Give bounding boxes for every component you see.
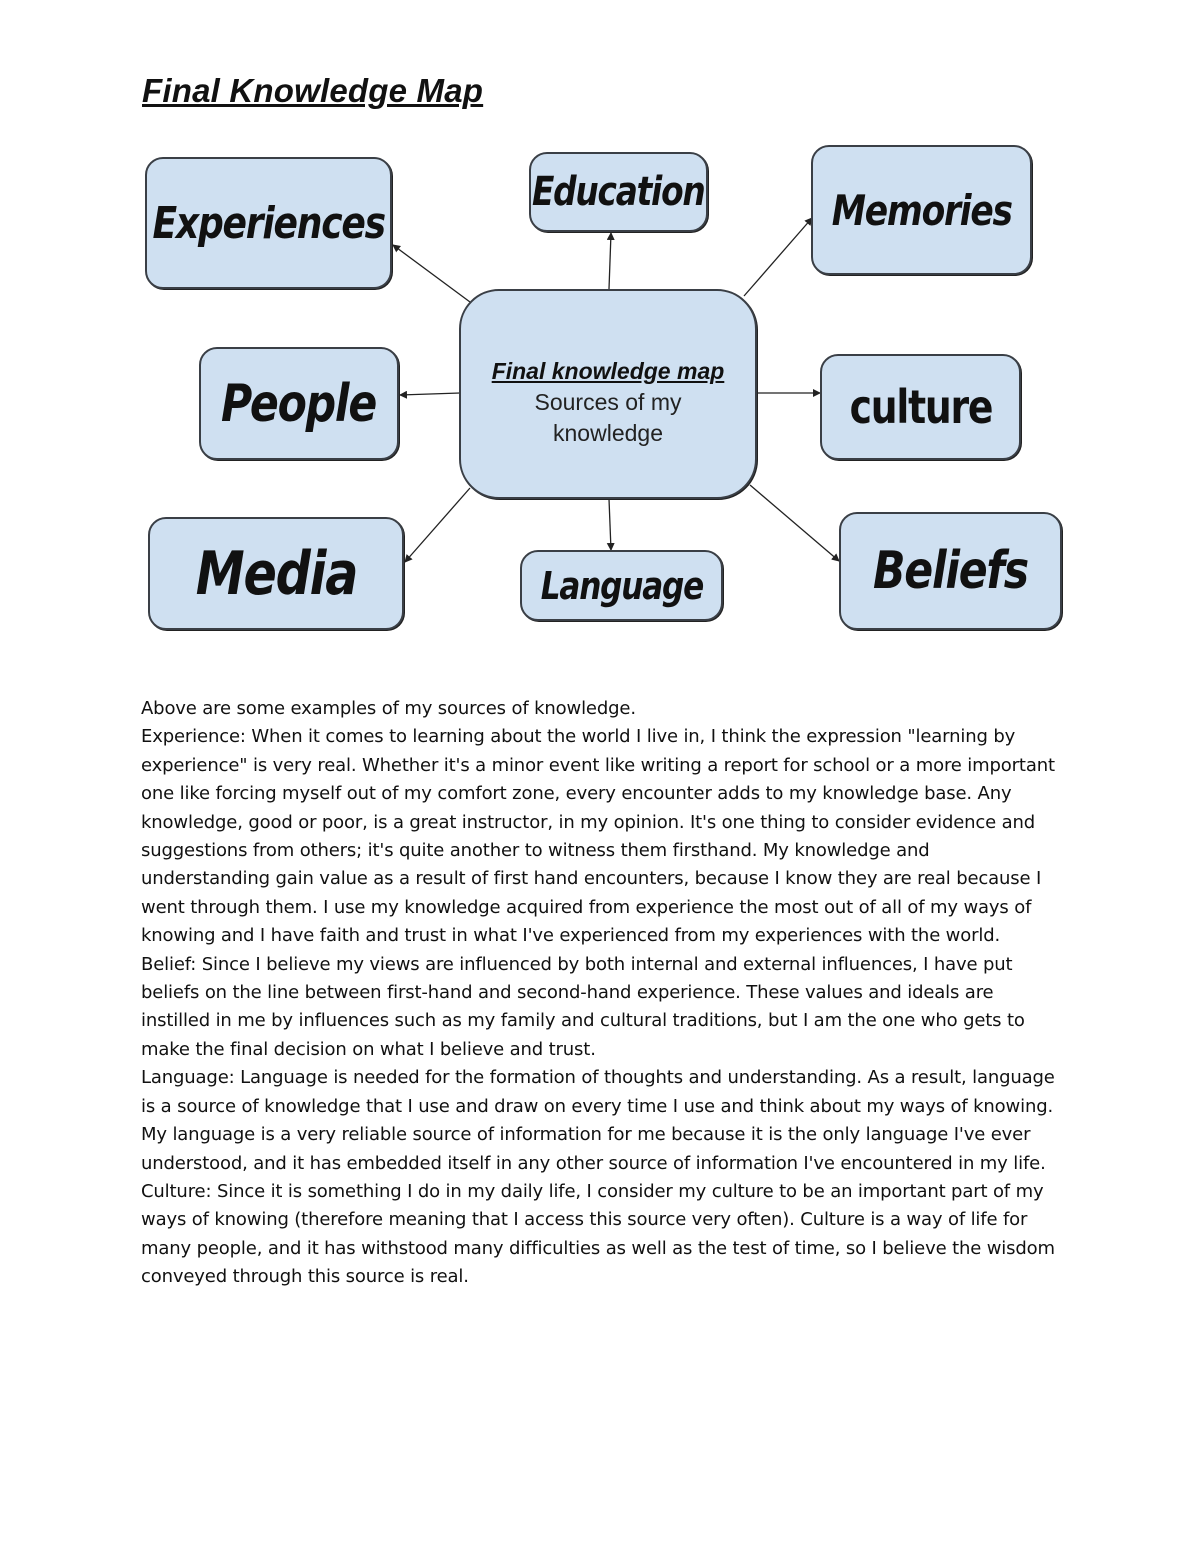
center-title: Final knowledge map <box>491 357 725 384</box>
arrow-to-memories <box>744 218 812 296</box>
node-experiences <box>145 157 392 289</box>
node-education <box>529 152 708 232</box>
intro-paragraph: Above are some examples of my sources of knowledge. <box>141 698 636 719</box>
node-culture <box>820 354 1021 460</box>
node-memories-label: Memories <box>831 185 1012 235</box>
node-people <box>199 347 399 460</box>
belief-paragraph: Belief: Since I believe my views are influenced by both internal and external influences, I have put beliefs on the line between first-hand and second-hand experience. These values and ideals are instilled in me by influences such as my family and cultural traditions, but I am the one who gets to make the final decision on what I believe and trust. <box>141 953 1025 1060</box>
node-media <box>148 517 404 630</box>
node-beliefs-label: Beliefs <box>873 541 1028 601</box>
knowledge-map <box>0 0 1200 680</box>
arrow-to-experiences <box>393 245 470 302</box>
language-paragraph: Language: Language is needed for the formation of thoughts and understanding. As a result, language is a source of knowledge that I use and draw on every time I use and think about my ways of knowing. My language is a very reliable source of information for me because it is the only language I've ever understood, and it has embedded itself in any other source of information I've encountered in my life. <box>141 1067 1055 1174</box>
node-culture-label: culture <box>849 380 992 434</box>
node-memories <box>811 145 1032 275</box>
node-media-label: Media <box>195 538 357 609</box>
arrow-to-people <box>400 393 460 395</box>
node-experiences-label: Experiences <box>152 197 385 249</box>
node-center <box>459 289 757 499</box>
node-people-label: People <box>221 373 377 434</box>
node-beliefs <box>839 512 1062 630</box>
node-education-label: Education <box>532 169 705 215</box>
arrow-to-beliefs <box>750 485 839 561</box>
body-text <box>141 695 1061 1292</box>
node-language <box>520 550 723 621</box>
culture-paragraph: Culture: Since it is something I do in my daily life, I consider my culture to be an important part of my ways of knowing (therefore meaning that I access this source very often). Culture is a way of life for many people, and it has withstood many difficulties as well as the test of time, so I believe the wisdom conveyed through this source is real. <box>141 1180 1055 1288</box>
document-title: Final Knowledge Map <box>142 72 484 109</box>
node-language-label: Language <box>540 563 703 608</box>
experience-paragraph: Experience: When it comes to learning about the world I live in, I think the expression "learning by experience" is very real. Whether it's a minor event like writing a report for school or a more important one like forcing myself out of my comfort zone, every encounter adds to my knowledge base. Any knowledge, good or poor, is a great instructor, in my opinion. It's one thing to consider evidence and suggestions from others; it's quite another to witness them firsthand. My knowledge and understanding gain value as a result of first hand encounters, because I know they are real because I went through them. I use my knowledge acquired from experience the most out of all of my ways of knowing and I have faith and trust in what I've experienced from my experiences with the world. <box>141 726 1055 947</box>
arrow-to-education <box>609 233 611 289</box>
arrow-to-media <box>405 488 470 562</box>
center-subtitle: Sources of my knowledge <box>534 388 682 446</box>
arrow-to-language <box>609 499 611 550</box>
